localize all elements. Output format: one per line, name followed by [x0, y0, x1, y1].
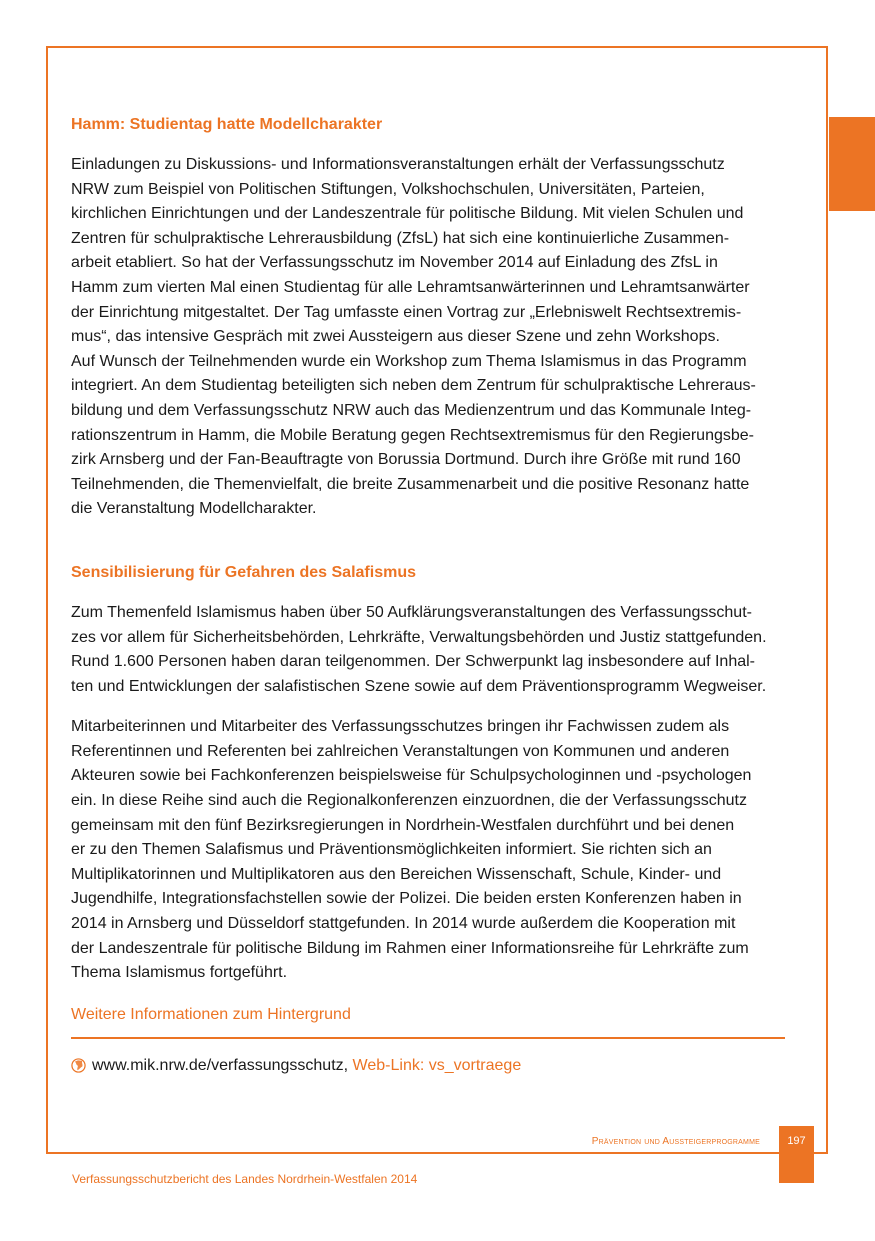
main-content — [71, 114, 791, 1077]
report-title-footer: Verfassungsschutzbericht des Landes Nordrhein-Westfalen 2014 — [72, 1172, 418, 1186]
paragraph-salafismus-2: Mitarbeiterinnen und Mitarbeiter des Verfassungsschutzes bringen ihr Fachwissen zudem als Referentinnen und Referenten bei zahlreichen Veranstaltungen von Kommunen und anderen Akteuren sowie bei Fachkonferenzen beispielsweise für Schulpsychologinnen und -psychologen ein. In diese Reihe sind auch die Regionalkonferenzen einzuordnen, die der Verfassungsschutz gemeinsam mit den fünf Bezirksregierungen in Nordrhein-Westfalen durchführt und bei denen er zu den Themen Salafismus und Präventionsmöglichkeiten informiert. Sie richten sich an Multiplikatorinnen und Multiplikatoren aus den Bereichen Wissenschaft, Schule, Kinder- und Jugendhilfe, Integrationsfachstellen sowie der Polizei. Die beiden ersten Konferenzen haben in 2014 in Arnsberg und Düsseldorf stattgefunden. In 2014 wurde außerdem die Kooperation mit der Landeszentrale für politische Bildung im Rahmen einer Informationsreihe für Lehrkräfte zum Thema Islamismus fortgeführt. — [71, 718, 752, 982]
paragraph-salafismus-1: Zum Themenfeld Islamismus haben über 50 Aufklärungsveranstaltungen des Verfassungsschut- zes vor allem für Sicherheitsbehörden, Lehrkräfte, Verwaltungsbehörden und Justiz stattgefunden. Rund 1.600 Personen haben daran teilgenommen. Der Schwerpunkt lag insbesondere auf Inhal- ten und Entwicklungen der salafistischen Szene sowie auf dem Präventionsprogramm Wegweiser. — [71, 603, 767, 695]
section-heading-hamm: Hamm: Studientag hatte Modellcharakter — [71, 116, 383, 133]
website-url-link[interactable]: www.mik.nrw.de/verfassungsschutz, — [92, 1056, 349, 1074]
paragraph-hamm: Einladungen zu Diskussions- und Informationsveranstaltungen erhält der Verfassungsschutz NRW zum Beispiel von Politischen Stiftungen, Volkshochschulen, Universitäten, Parteien, kirchlichen Einrichtungen und der Landeszentrale für politische Bildung. Mit vielen Schulen und Zentren für schulpraktische Lehrerausbildung (ZfsL) hat sich eine kontinuierliche Zusammen- arbeit etabliert. So hat der Verfassungsschutz im November 2014 auf Einladung des ZfsL in Hamm zum vierten Mal einen Studientag für alle Lehramtsanwärterinnen und Lehramtsanwärter der Einrichtung mitgestaltet. Der Tag umfasste einen Vortrag zur „Erlebniswelt Rechtsextremis- mus“, das intensive Gespräch mit zwei Aussteigern aus dieser Szene und zehn Workshops. Auf Wunsch der Teilnehmenden wurde ein Workshop zum Thema Islamismus in das Programm integriert. An dem Studientag beteiligten sich neben dem Zentrum für schulpraktische Lehreraus- bildung und dem Verfassungsschutz NRW auch das Medienzentrum und das Kommunale Integ- rationszentrum in Hamm, die Mobile Beratung gegen Rechtsextremismus für den Regierungsbe- zirk Arnsberg und der Fan-Beauftragte von Borussia Dortmund. Durch ihre Größe mit rund 160 Teilnehmenden, die Themenvielfalt, die breite Zusammenarbeit und die positive Resonanz hatte die Veranstaltung Modellcharakter. — [71, 156, 756, 518]
globe-icon — [71, 1058, 86, 1073]
more-info-heading: Weitere Informationen zum Hintergrund — [71, 1004, 785, 1039]
web-link[interactable]: Web-Link: vs_vortraege — [352, 1056, 522, 1074]
page-number: 197 — [787, 1135, 806, 1147]
chapter-tab-marker — [829, 117, 875, 211]
section-heading-salafismus: Sensibilisierung für Gefahren des Salafismus — [71, 563, 416, 581]
link-line — [71, 1055, 791, 1077]
footer-section-title: Prävention und Aussteigerprogramme — [591, 1136, 760, 1147]
